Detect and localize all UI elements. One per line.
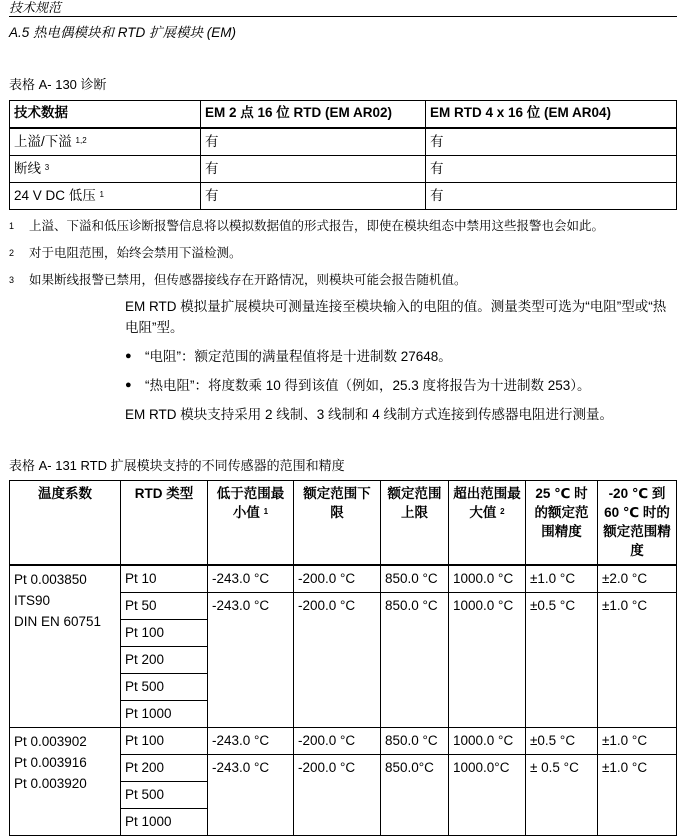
range-value: -200.0 °C — [294, 593, 381, 728]
footnote — [9, 217, 604, 244]
column-header — [294, 481, 381, 566]
bullet-item: ● “电阻”：额定范围的满量程值将是十进制数 27648。 — [125, 346, 675, 367]
range-value: 1000.0 °C — [449, 565, 526, 593]
table131-caption: 表格 A- 131 RTD 扩展模块支持的不同传感器的范围和精度 — [9, 458, 345, 473]
rtd-type: Pt 200 — [121, 755, 208, 782]
footnote — [9, 244, 604, 271]
range-value: 1000.0 °C — [449, 593, 526, 728]
column-header: EM RTD 4 x 16 位 (EM AR04) — [426, 101, 677, 129]
cell-em-ar02: 有 — [201, 183, 426, 210]
table-header-row — [10, 101, 677, 129]
range-value: ±0.5 °C — [526, 728, 598, 755]
column-header — [598, 481, 677, 566]
bullet-item: ● “热电阻”：将度数乘 10 得到该值（例如，25.3 度将报告为十进制数 253）。 — [125, 375, 675, 396]
column-header — [121, 481, 208, 566]
rtd-type: Pt 50 — [121, 593, 208, 620]
range-value: ±0.5 °C — [526, 593, 598, 728]
cell-em-ar04: 有 — [426, 128, 677, 156]
table-header-row — [10, 481, 677, 566]
description — [125, 296, 675, 433]
row-label-text: 24 V DC 低压 — [14, 188, 96, 203]
footnote-text: 如果断线报警已禁用，但传感器接线存在开路情况，则模块可能会报告随机值。 — [29, 273, 467, 287]
range-value: 850.0 °C — [381, 565, 449, 593]
rtd-type: Pt 1000 — [121, 701, 208, 728]
table130-caption: 表格 A- 130 诊断 — [9, 77, 107, 92]
column-header — [10, 481, 121, 566]
range-value: ±1.0 °C — [598, 755, 677, 836]
page-header — [9, 0, 677, 41]
row-label — [10, 183, 201, 210]
footnote-ref: 2 — [500, 507, 505, 516]
footnotes — [9, 217, 604, 298]
range-value: ±1.0 °C — [526, 565, 598, 593]
column-header-text: -20 ℃ 到 60 ℃ 时的额定范围精度 — [603, 486, 671, 558]
range-value: -243.0 °C — [208, 565, 294, 593]
cell-em-ar04: 有 — [426, 183, 677, 210]
range-value: -243.0 °C — [208, 755, 294, 836]
rtd-type: Pt 1000 — [121, 809, 208, 836]
coefficient-line: Pt 0.003902 — [14, 734, 87, 749]
footnote-ref: 1 — [99, 190, 104, 199]
coefficient-line: DIN EN 60751 — [14, 614, 102, 629]
table-row — [10, 183, 677, 210]
rtd-type: Pt 200 — [121, 647, 208, 674]
column-header-text: 超出范围最大值 — [453, 486, 521, 520]
range-value: -200.0 °C — [294, 728, 381, 755]
footnote — [9, 271, 604, 298]
range-value: -243.0 °C — [208, 593, 294, 728]
footnote-text: 对于电阻范围，始终会禁用下溢检测。 — [29, 246, 242, 260]
footnote-number: 2 — [9, 248, 15, 258]
cell-em-ar02: 有 — [201, 128, 426, 156]
footnote-ref: 3 — [44, 163, 50, 172]
rtd-range-table — [9, 480, 677, 836]
range-value: -200.0 °C — [294, 565, 381, 593]
cell-em-ar02: 有 — [201, 156, 426, 183]
range-value: 1000.0 °C — [449, 728, 526, 755]
temperature-coefficient — [10, 728, 121, 836]
range-value: ±2.0 °C — [598, 565, 677, 593]
rtd-type: Pt 500 — [121, 782, 208, 809]
table-row — [10, 565, 677, 593]
coefficient-line: Pt 0.003920 — [14, 776, 87, 791]
range-value: 850.0°C — [381, 755, 449, 836]
column-header: 技术数据 — [10, 101, 201, 129]
diagnostics-table — [9, 100, 677, 210]
row-label-text: 上溢/下溢 — [14, 134, 72, 149]
row-label-text: 断线 — [14, 161, 41, 176]
range-value: ±1.0 °C — [598, 593, 677, 728]
column-header-text: 25 ℃ 时的额定范围精度 — [534, 486, 589, 539]
column-header-text: 额定范围上限 — [387, 486, 442, 520]
rtd-type: Pt 100 — [121, 620, 208, 647]
column-header — [449, 481, 526, 566]
footnote-text: 上溢、下溢和低压诊断报警信息将以模拟数据值的形式报告，即使在模块组态中禁用这些报警也会如此。 — [29, 219, 605, 233]
rtd-type: Pt 500 — [121, 674, 208, 701]
table-row — [10, 156, 677, 183]
column-header — [381, 481, 449, 566]
rtd-type: Pt 100 — [121, 728, 208, 755]
range-value: ±1.0 °C — [598, 728, 677, 755]
range-value: -200.0 °C — [294, 755, 381, 836]
column-header-text: 低于范围最小值 — [216, 486, 285, 520]
row-label — [10, 156, 201, 183]
footnote-ref: 1 — [263, 507, 269, 516]
cell-em-ar04: 有 — [426, 156, 677, 183]
footnote-ref: 1,2 — [75, 136, 87, 145]
column-header — [526, 481, 598, 566]
chapter-title: 技术规范 — [9, 0, 677, 17]
range-value: 850.0 °C — [381, 593, 449, 728]
table-row — [10, 128, 677, 156]
coefficient-line: ITS90 — [14, 593, 51, 608]
range-value: ± 0.5 °C — [526, 755, 598, 836]
coefficient-line: Pt 0.003916 — [14, 755, 87, 770]
column-header-text: 温度系数 — [38, 486, 92, 501]
footnote-number: 3 — [9, 275, 15, 285]
paragraph: EM RTD 模拟量扩展模块可测量连接至模块输入的电阻的值。测量类型可选为“电阻”型或“热电阻”型。 — [125, 299, 667, 335]
rtd-type: Pt 10 — [121, 565, 208, 593]
column-header — [208, 481, 294, 566]
range-value: -243.0 °C — [208, 728, 294, 755]
temperature-coefficient — [10, 565, 121, 728]
range-value: 1000.0°C — [449, 755, 526, 836]
column-header-text: 额定范围下限 — [303, 486, 371, 520]
footnote-number: 1 — [9, 221, 15, 231]
section-title: A.5 热电偶模块和 RTD 扩展模块 (EM) — [9, 25, 237, 40]
row-label — [10, 128, 201, 156]
column-header: EM 2 点 16 位 RTD (EM AR02) — [201, 101, 426, 129]
column-header-text: RTD 类型 — [134, 486, 194, 501]
table-row — [10, 728, 677, 755]
range-value: 850.0 °C — [381, 728, 449, 755]
paragraph: EM RTD 模块支持采用 2 线制、3 线制和 4 线制方式连接到传感器电阻进行测量。 — [125, 407, 614, 422]
coefficient-line: Pt 0.003850 — [14, 572, 87, 587]
